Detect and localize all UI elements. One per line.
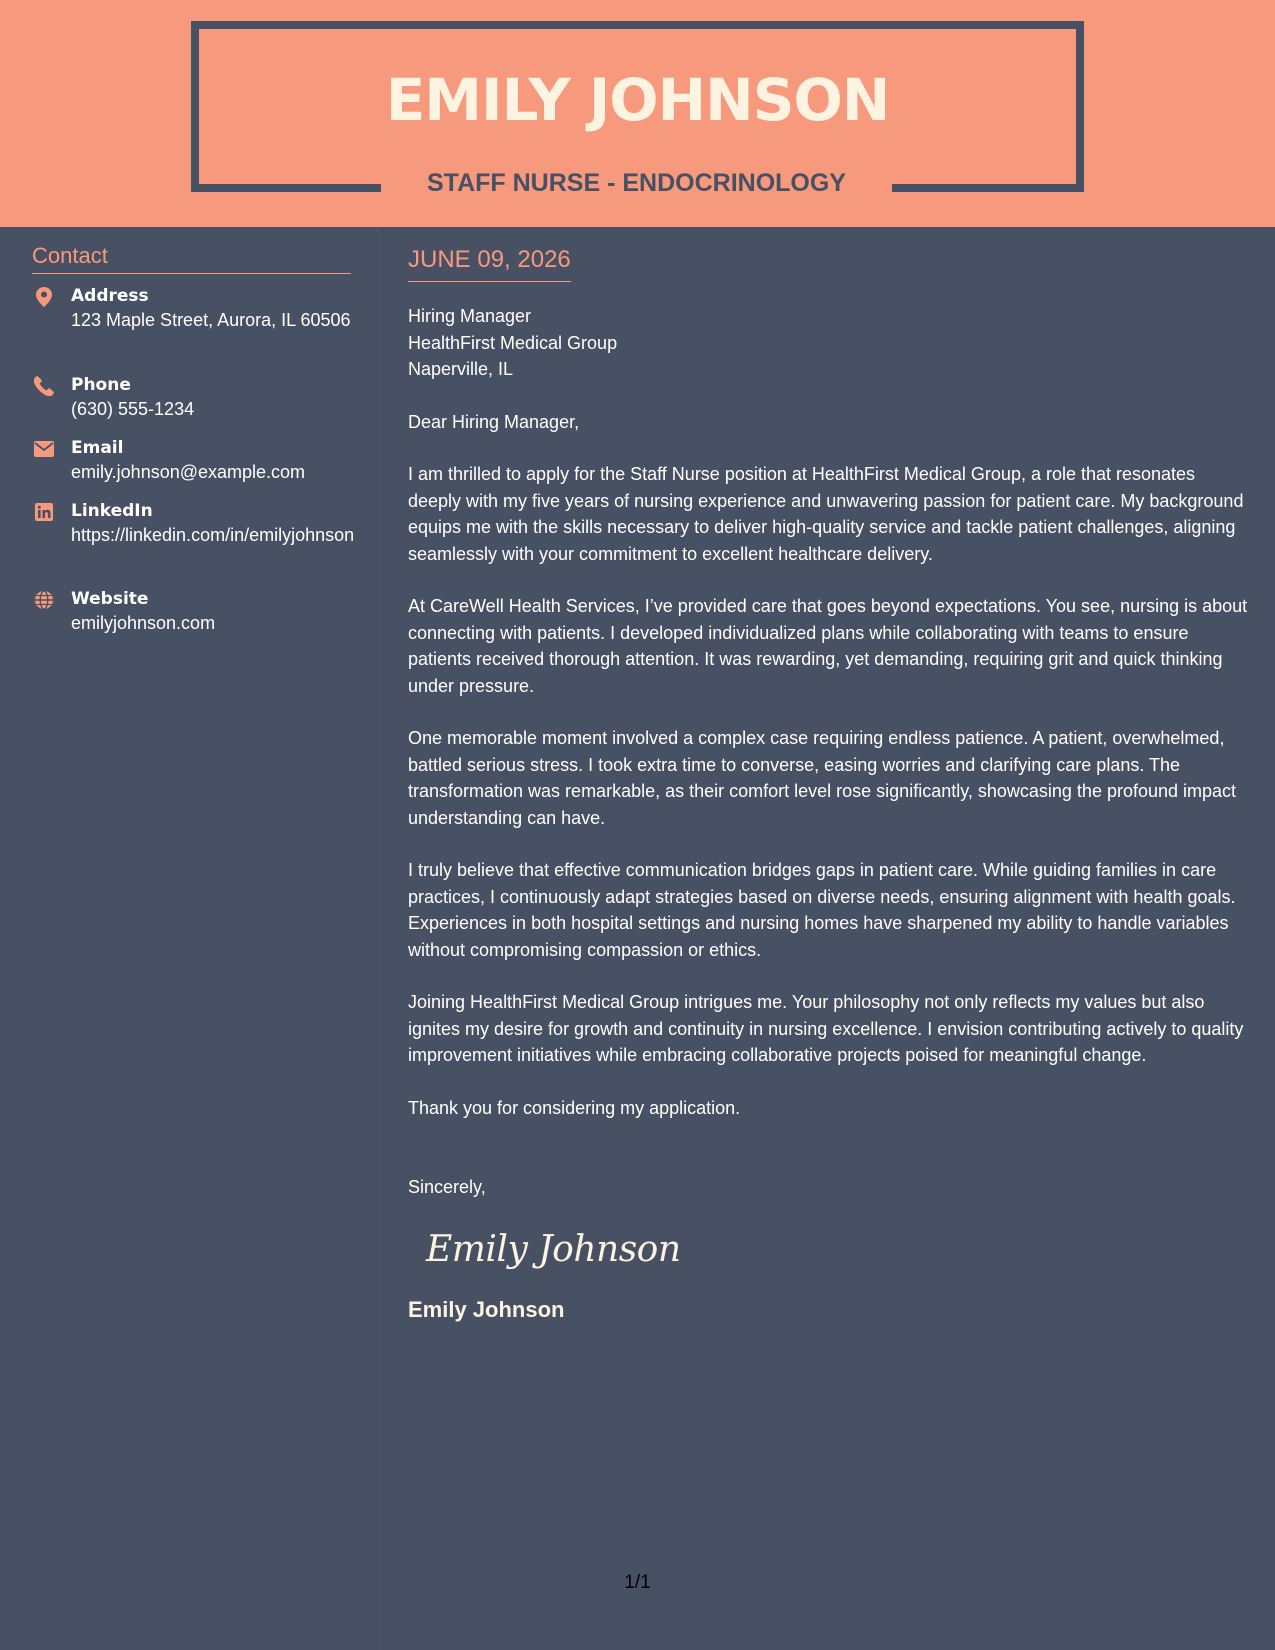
paragraph: I am thrilled to apply for the Staff Nurse position at HealthFirst Medical Group, a role that resonates deeply with my five years of nursing experience and unwavering passion for patient care. My background equips me with the skills necessary to deliver high-quality service and tackle patient challenges, aligning seamlessly with your commitment to excellent healthcare delivery.: [408, 464, 1244, 564]
globe-icon: [32, 588, 56, 612]
contact-label: Phone: [71, 375, 131, 395]
contact-label: LinkedIn: [71, 501, 153, 521]
page-number: 1/1: [624, 1572, 651, 1593]
signoff: Sincerely,: [408, 1177, 486, 1197]
recipient-company: HealthFirst Medical Group: [408, 332, 618, 353]
contact-label: Email: [71, 438, 124, 458]
contact-heading: Contact: [32, 241, 351, 274]
contact-label: Address: [71, 286, 149, 306]
address-value: 123 Maple Street, Aurora, IL 60506: [71, 310, 351, 330]
linkedin-icon: [32, 500, 56, 524]
paragraph: One memorable moment involved a complex case requiring endless patience. A patient, overwhelmed, battled serious stress. I took extra time to converse, easing worries and clarifying care plans. The transformation was remarkable, as their comfort level rose significantly, showcasing the profound impact understanding can have.: [408, 728, 1237, 828]
contact-label: Website: [71, 589, 149, 609]
paragraph: Joining HealthFirst Medical Group intrigues me. Your philosophy not only reflects my values but also ignites my desire for growth and continuity in nursing excellence. I envision contributing actively to quality improvement initiatives while embracing collaborative projects poised for meaningful change.: [408, 992, 1244, 1065]
location-pin-icon: [32, 285, 56, 309]
website-value[interactable]: emilyjohnson.com: [71, 613, 216, 633]
phone-icon: [32, 374, 56, 398]
paragraph: At CareWell Health Services, I’ve provided care that goes beyond expectations. You see, nursing is about connecting with patients. I developed individualized plans while collaborating with teams to ensure patients received thorough attention. It was rewarding, yet demanding, requiring grit and quick thinking under pressure.: [408, 596, 1248, 696]
email-value[interactable]: emily.johnson@example.com: [71, 462, 306, 482]
linkedin-value[interactable]: https://linkedin.com/in/emilyjohnson: [71, 525, 355, 545]
envelope-icon: [32, 437, 56, 461]
candidate-name: EMILY JOHNSON: [385, 66, 890, 134]
header-banner: [0, 0, 1275, 227]
phone-value: (630) 555-1234: [71, 399, 195, 419]
recipient-block: [408, 303, 1253, 383]
letter-body: [408, 245, 1253, 1325]
paragraph: I truly believe that effective communication bridges gaps in patient care. While guiding families in care practices, I continuously adapt strategies based on diverse needs, ensuring alignment with health goals. Experiences in both hospital settings and nursing homes have sharpened my ability to handle variables without compromising compassion or ethics.: [408, 860, 1236, 960]
closing-thanks: Thank you for considering my application.: [408, 1097, 741, 1118]
signed-name: Emily Johnson: [408, 1296, 565, 1322]
salutation: Dear Hiring Manager,: [408, 411, 580, 432]
job-title: STAFF NURSE - ENDOCRINOLOGY: [427, 169, 846, 197]
signature: Emily Johnson: [426, 1228, 681, 1270]
recipient-location: Naperville, IL: [408, 359, 514, 379]
recipient-title: Hiring Manager: [408, 306, 532, 326]
letter-date: JUNE 09, 2026: [408, 245, 571, 282]
